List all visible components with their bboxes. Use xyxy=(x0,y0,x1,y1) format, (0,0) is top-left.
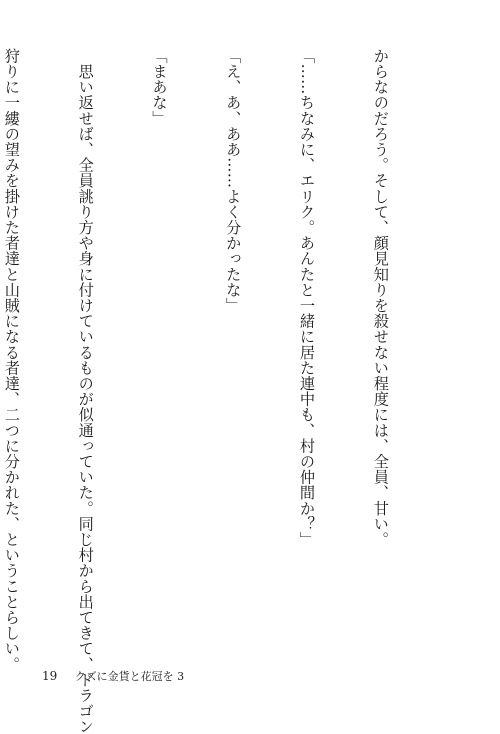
text-line: 思い返せば、全員誂り方や身に付けているものが似通っていた。同じ村から出てきて、ドラゴン xyxy=(76,48,95,734)
page-footer xyxy=(42,668,184,684)
text-line: 狩りに一縷の望みを掛けた者達と山賊になる者達、二つに分かれた、ということらしい。 xyxy=(2,48,21,672)
text-line: 「まあな」 xyxy=(150,48,169,126)
page-number: 19 xyxy=(42,669,58,683)
text-line: 「……ちなみに、エリク。あんたと一緒に居た連中も、村の仲間か？」 xyxy=(298,48,317,548)
book-title: クズに金貨と花冠を 3 xyxy=(74,670,185,683)
text-line: 「え、あ、ああ……よく分かったな」 xyxy=(224,48,243,314)
text-line: からなのだろう。そして、顔見知りを殺せない程度には、全員、甘い。 xyxy=(371,48,390,548)
